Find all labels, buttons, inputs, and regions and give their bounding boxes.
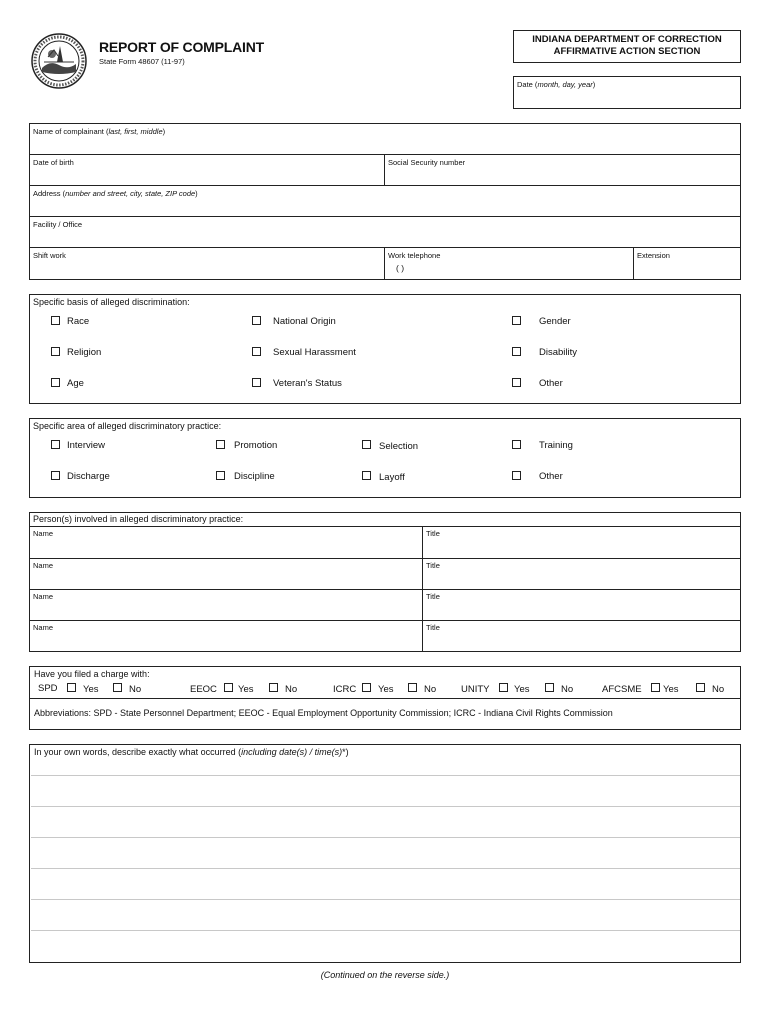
basis-other-label: Other bbox=[539, 378, 563, 389]
training-checkbox[interactable] bbox=[512, 440, 521, 449]
person-title-field[interactable]: Title bbox=[426, 592, 440, 601]
eeoc-no-checkbox[interactable] bbox=[269, 683, 278, 692]
department-line2: AFFIRMATIVE ACTION SECTION bbox=[553, 46, 701, 57]
layoff-label: Layoff bbox=[379, 472, 405, 483]
religion-label: Religion bbox=[67, 347, 102, 358]
national-origin-label: National Origin bbox=[273, 316, 336, 327]
complainant-section bbox=[29, 123, 741, 280]
disability-checkbox[interactable] bbox=[512, 347, 521, 356]
facility-field[interactable]: Facility / Office bbox=[33, 220, 83, 229]
interview-checkbox[interactable] bbox=[51, 440, 60, 449]
person-name-field[interactable]: Name bbox=[33, 529, 54, 538]
training-label: Training bbox=[539, 440, 573, 451]
disability-label: Disability bbox=[539, 347, 578, 358]
eeoc-yes-label: Yes bbox=[238, 684, 254, 695]
selection-label: Selection bbox=[379, 441, 419, 452]
date-label: Date (month, day, year) bbox=[517, 80, 596, 89]
veterans-status-checkbox[interactable] bbox=[252, 378, 261, 387]
discharge-checkbox[interactable] bbox=[51, 471, 60, 480]
afcsme-label: AFCSME bbox=[602, 684, 642, 695]
basis-section bbox=[29, 294, 741, 404]
gender-label: Gender bbox=[539, 316, 571, 327]
afcsme-yes-label: Yes bbox=[663, 684, 679, 695]
person-name-field[interactable]: Name bbox=[33, 623, 54, 632]
interview-label: Interview bbox=[67, 440, 106, 451]
unity-no-checkbox[interactable] bbox=[545, 683, 554, 692]
race-checkbox[interactable] bbox=[51, 316, 60, 325]
area-other-checkbox[interactable] bbox=[512, 471, 521, 480]
ssn-field[interactable]: Social Security number bbox=[388, 158, 466, 167]
basis-heading: Specific basis of alleged discrimination: bbox=[33, 297, 190, 307]
complainant-name-field[interactable]: Name of complainant (last, first, middle) bbox=[33, 127, 166, 136]
discharge-label: Discharge bbox=[67, 471, 110, 482]
spd-no-checkbox[interactable] bbox=[113, 683, 122, 692]
narrative-line bbox=[31, 899, 740, 900]
promotion-checkbox[interactable] bbox=[216, 440, 225, 449]
race-label: Race bbox=[67, 316, 90, 327]
abbreviations-note: Abbreviations: SPD - State Personnel Department; EEOC - Equal Employment Opportunity Commission; ICRC - Indiana Civil Rights Commission bbox=[34, 708, 613, 718]
narrative-heading: In your own words, describe exactly what occurred (including date(s) / time(s)*) bbox=[34, 747, 349, 757]
afcsme-no-checkbox[interactable] bbox=[696, 683, 705, 692]
spd-no-label: No bbox=[129, 684, 142, 695]
eeoc-no-label: No bbox=[285, 684, 298, 695]
address-field[interactable]: Address (number and street, city, state, ZIP code) bbox=[33, 189, 198, 198]
icrc-yes-checkbox[interactable] bbox=[362, 683, 371, 692]
continued-note: (Continued on the reverse side.) bbox=[320, 970, 450, 980]
department-line1: INDIANA DEPARTMENT OF CORRECTION bbox=[532, 34, 722, 45]
unity-no-label: No bbox=[561, 684, 574, 695]
work-telephone-field[interactable]: Work telephone bbox=[388, 251, 441, 260]
sexual-harassment-label: Sexual Harassment bbox=[273, 347, 356, 358]
icrc-label: ICRC bbox=[333, 684, 357, 695]
charges-heading: Have you filed a charge with: bbox=[34, 669, 150, 679]
spd-yes-checkbox[interactable] bbox=[67, 683, 76, 692]
religion-checkbox[interactable] bbox=[51, 347, 60, 356]
narrative-line bbox=[31, 775, 740, 776]
afcsme-yes-checkbox[interactable] bbox=[651, 683, 660, 692]
person-title-field[interactable]: Title bbox=[426, 623, 440, 632]
person-name-field[interactable]: Name bbox=[33, 561, 54, 570]
layoff-checkbox[interactable] bbox=[362, 471, 371, 480]
shift-work-field[interactable]: Shift work bbox=[33, 251, 66, 260]
unity-yes-checkbox[interactable] bbox=[499, 683, 508, 692]
unity-yes-label: Yes bbox=[514, 684, 530, 695]
icrc-no-label: No bbox=[424, 684, 437, 695]
narrative-line bbox=[31, 930, 740, 931]
unity-label: UNITY bbox=[461, 684, 490, 695]
afcsme-no-label: No bbox=[712, 684, 725, 695]
person-title-field[interactable]: Title bbox=[426, 529, 440, 538]
date-of-birth-field[interactable]: Date of birth bbox=[33, 158, 74, 167]
eeoc-yes-checkbox[interactable] bbox=[224, 683, 233, 692]
persons-section bbox=[29, 512, 741, 652]
spd-yes-label: Yes bbox=[83, 684, 99, 695]
icrc-yes-label: Yes bbox=[378, 684, 394, 695]
narrative-line bbox=[31, 837, 740, 838]
basis-other-checkbox[interactable] bbox=[512, 378, 521, 387]
area-heading: Specific area of alleged discriminatory practice: bbox=[33, 421, 222, 431]
spd-label: SPD bbox=[38, 683, 58, 694]
eeoc-label: EEOC bbox=[190, 684, 217, 695]
discipline-label: Discipline bbox=[234, 471, 275, 482]
national-origin-checkbox[interactable] bbox=[252, 316, 261, 325]
narrative-line bbox=[31, 868, 740, 869]
form-number: State Form 48607 (11-97) bbox=[99, 57, 185, 66]
work-telephone-area-code: ( ) bbox=[396, 263, 405, 273]
age-checkbox[interactable] bbox=[51, 378, 60, 387]
veterans-status-label: Veteran's Status bbox=[273, 378, 342, 389]
form-title: REPORT OF COMPLAINT bbox=[99, 39, 264, 55]
person-name-field[interactable]: Name bbox=[33, 592, 54, 601]
sexual-harassment-checkbox[interactable] bbox=[252, 347, 261, 356]
icrc-no-checkbox[interactable] bbox=[408, 683, 417, 692]
selection-checkbox[interactable] bbox=[362, 440, 371, 449]
area-other-label: Other bbox=[539, 471, 563, 482]
discipline-checkbox[interactable] bbox=[216, 471, 225, 480]
person-title-field[interactable]: Title bbox=[426, 561, 440, 570]
state-seal-icon bbox=[30, 32, 88, 90]
gender-checkbox[interactable] bbox=[512, 316, 521, 325]
narrative-line bbox=[31, 806, 740, 807]
persons-heading: Person(s) involved in alleged discriminatory practice: bbox=[33, 514, 244, 524]
age-label: Age bbox=[67, 378, 84, 389]
promotion-label: Promotion bbox=[234, 440, 278, 451]
extension-field[interactable]: Extension bbox=[637, 251, 670, 260]
